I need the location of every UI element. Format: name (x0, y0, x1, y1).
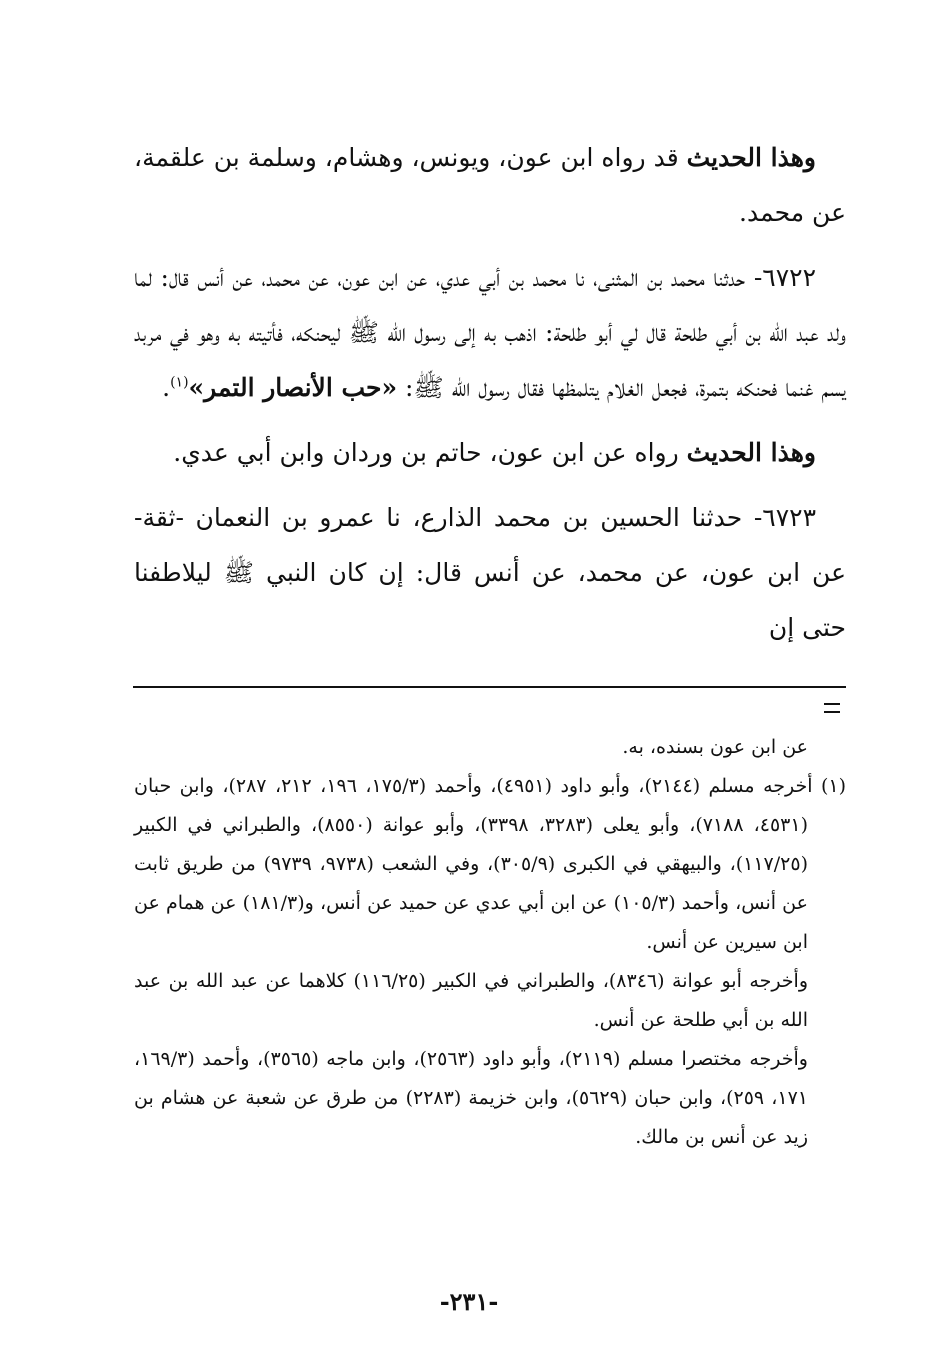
footnote-1-part-3: وأخرجه مختصرا مسلم (٢١١٩)، وأبو داود (٢٥٦٣)، وابن ماجه (٣٥٦٥)، وأحمد (١٦٩/٣، ١٧١، ٢٥٩)، وابن حبان (٥٦٢٩)، وابن خزيمة (٢٢٨٣) من طرق عن شعبة عن هشام بن زيد عن أنس بن مالك. (134, 1048, 808, 1148)
hadith-6723-text: ٦٧٢٣- حدثنا الحسين بن محمد الذارع، نا عمرو بن النعمان -ثقة- عن ابن عون، عن محمد، عن أنس قال: إن كان النبي ﷺ ليلاطفنا حتى إن (134, 503, 846, 642)
paragraph-1-text: قد رواه ابن عون، ويونس، وهشام، وسلمة بن علقمة، عن محمد. (134, 143, 846, 227)
continuation-mark (824, 703, 840, 713)
hadith-6722-text: ٦٧٢٢- حدثنا محمد بن المثنى، نا محمد بن أبي عدي، عن ابن عون، عن محمد، عن أنس قال: لما ولد عبد الله بن أبي طلحة قال لي أبو طلحة: اذهب به إلى رسول الله ﷺ ليحنكه، فأتيته به وهو في مربد يسم غنما فحنكه بتمرة، فجعل الغلام يتلمظها فقال رسول الله ﷺ: (134, 263, 846, 402)
paragraph-3 (134, 425, 846, 480)
footnotes (134, 728, 846, 1157)
hadith-6722-quote: «حب الأنصار التمر» (188, 373, 398, 402)
paragraph-3-text: رواه عن ابن عون، حاتم بن وردان وابن أبي عدي. (173, 438, 687, 467)
hadith-6722-end: . (162, 373, 171, 402)
footnote-1: (١) أخرجه مسلم (٢١٤٤)، وأبو داود (٤٩٥١)، وأحمد (١٧٥/٣، ١٩٦، ٢١٢، ٢٨٧)، وابن حبان (٤٥٣١، ٧١٨٨)، وأبو يعلى (٣٢٨٣، ٣٣٩٨)، وأبو عوانة (٨٥٥٠)، والطبراني في الكبير (١١٧/٢٥)، والبيهقي في الكبرى (٣٠٥/٩)، وفي الشعب (٩٧٣٨، ٩٧٣٩) من طريق ثابت عن أنس، وأحمد (١٠٥/٣) عن ابن أبي عدي عن حميد عن أنس، و(١٨١/٣) عن همام عن ابن سيرين عن أنس. (134, 775, 847, 953)
hadith-6723 (134, 490, 846, 655)
main-text (134, 130, 846, 665)
footnote-1-part-2: وأخرجه أبو عوانة (٨٣٤٦)، والطبراني في الكبير (١١٦/٢٥) كلاهما عن عبد الله بن عبد الله بن أبي طلحة عن أنس. (134, 970, 809, 1031)
paragraph-1 (134, 130, 846, 240)
footnote-ref-1[interactable]: (١) (170, 374, 189, 391)
paragraph-3-lead: وهذا الحديث (686, 438, 816, 467)
hadith-6722 (134, 250, 846, 415)
page-number: -٢٣١- (439, 1287, 499, 1316)
footnote-separator (133, 686, 846, 688)
paragraph-1-lead: وهذا الحديث (686, 143, 816, 172)
footnote-continuation: عن ابن عون بسنده، به. (622, 736, 808, 758)
